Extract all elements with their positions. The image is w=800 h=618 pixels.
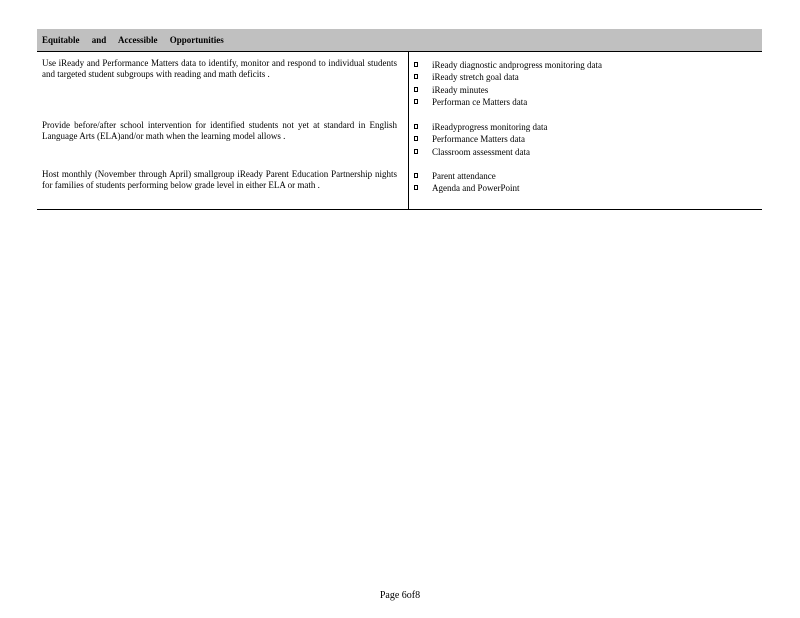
bullet-icon — [414, 62, 418, 67]
list-item: Performance Matters data — [414, 133, 547, 145]
list-item: iReadyprogress monitoring data — [414, 121, 547, 133]
section-header — [37, 29, 762, 52]
bullet-icon — [414, 99, 418, 104]
strategy-cell: Provide before/after school intervention for identified students not yet at standard in English Language Arts (ELA)and/or math when the learning model allows . — [42, 120, 397, 141]
list-item: iReady minutes — [414, 84, 602, 96]
strategy-cell: Use iReady and Performance Matters data to identify, monitor and respond to individual students and targeted student subgroups with reading and math deficits . — [42, 58, 397, 79]
bullet-icon — [414, 185, 418, 190]
section-title: Equitable and Accessible Opportunities — [42, 35, 224, 45]
list-item: iReady diagnostic andprogress monitoring data — [414, 59, 602, 71]
evidence-list — [414, 170, 520, 195]
list-item: Parent attendance — [414, 170, 520, 182]
strategy-cell: Host monthly (November through April) smallgroup iReady Parent Education Partnership nights for families of students performing below grade level in either ELA or math . — [42, 169, 397, 190]
evidence-list — [414, 121, 547, 158]
bullet-icon — [414, 124, 418, 129]
page-number: Page 6of8 — [379, 590, 421, 601]
list-item: Agenda and PowerPoint — [414, 182, 520, 194]
list-item: Classroom assessment data — [414, 146, 547, 158]
strategy-table — [37, 52, 762, 210]
list-item: iReady stretch goal data — [414, 71, 602, 83]
bullet-icon — [414, 87, 418, 92]
bullet-icon — [414, 149, 418, 154]
bullet-icon — [414, 74, 418, 79]
list-item: Performan ce Matters data — [414, 96, 602, 108]
bullet-icon — [414, 173, 418, 178]
bullet-icon — [414, 136, 418, 141]
evidence-list — [414, 59, 602, 108]
column-divider — [408, 52, 409, 209]
